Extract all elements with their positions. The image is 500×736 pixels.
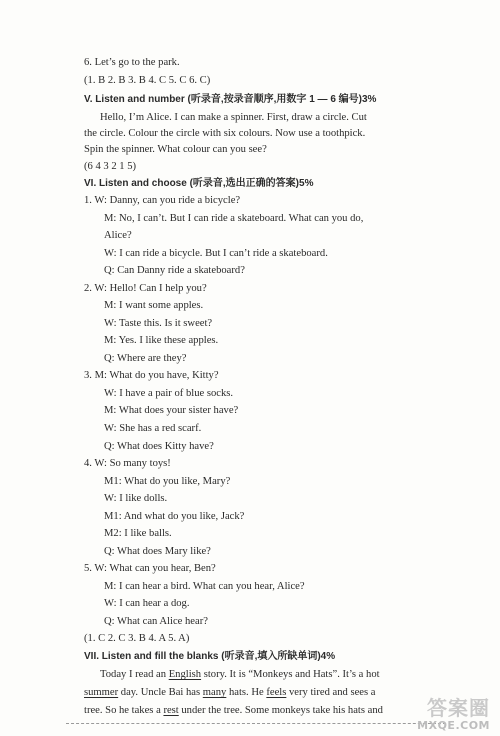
text-line: M: No, I can’t. But I can ride a skateboard. What can you do, (104, 213, 364, 224)
text-line: W: Taste this. Is it sweet? (104, 318, 213, 329)
answer-line: (1. C 2. C 3. B 4. A 5. A) (84, 633, 190, 644)
watermark-text: 答案圈 (427, 696, 490, 720)
text-line: 1. W: Danny, can you ride a bicycle? (84, 195, 241, 206)
filled-blank: rest (163, 705, 179, 716)
section-heading: VI. Listen and choose (听录音,选出正确的答案)5% (84, 178, 314, 189)
watermark-logo (398, 692, 494, 732)
text-line: W: She has a red scarf. (104, 423, 202, 434)
text-line: M1: What do you like, Mary? (104, 476, 231, 487)
text-line: Q: What can Alice hear? (104, 616, 208, 627)
text-span: under the tree. Some monkeys take his hats and (178, 705, 383, 716)
answer-line: (1. B 2. B 3. B 4. C 5. C 6. C) (84, 75, 211, 86)
paragraph-line (100, 668, 380, 682)
text-line: 2. W: Hello! Can I help you? (84, 283, 207, 294)
text-line: M: What does your sister have? (104, 405, 239, 416)
text-line: W: I can hear a dog. (104, 598, 190, 609)
filled-blank: English (168, 669, 202, 680)
text-line: Spin the spinner. What colour can you see? (84, 144, 267, 155)
paragraph-line (84, 686, 375, 700)
text-line: 3. M: What do you have, Kitty? (84, 370, 219, 381)
text-line: Alice? (104, 230, 132, 241)
text-span: Today I read an (100, 669, 169, 680)
text-line: 5. W: What can you hear, Ben? (84, 563, 216, 574)
text-line: Q: What does Mary like? (104, 546, 211, 557)
text-span: story. It is “Monkeys and Hats”. It’s a hot (201, 669, 380, 680)
section-heading: V. Listen and number (听录音,按录音顺序,用数字 1 — 6 编号)3% (84, 94, 377, 105)
filled-blank: many (202, 687, 227, 698)
filled-blank: summer (84, 687, 119, 698)
text-line: M: Yes. I like these apples. (104, 335, 219, 346)
text-line: 4. W: So many toys! (84, 458, 171, 469)
text-span: tree. So he takes a (84, 705, 164, 716)
text-span: very tired and sees a (286, 687, 376, 698)
text-line: 6. Let’s go to the park. (84, 57, 180, 68)
text-line: the circle. Colour the circle with six colours. Now use a toothpick. (84, 128, 366, 139)
text-line: W: I can ride a bicycle. But I can’t ride a skateboard. (104, 248, 328, 259)
footer-divider (66, 723, 446, 724)
paragraph-line (84, 704, 383, 718)
text-span: hats. He (226, 687, 267, 698)
text-line: M1: And what do you like, Jack? (104, 511, 245, 522)
filled-blank: feels (266, 687, 287, 698)
text-line: W: I like dolls. (104, 493, 168, 504)
text-line: Q: Can Danny ride a skateboard? (104, 265, 245, 276)
text-line: Q: Where are they? (104, 353, 187, 364)
text-line: W: I have a pair of blue socks. (104, 388, 234, 399)
text-span: day. Uncle Bai has (118, 687, 203, 698)
text-line: M: I want some apples. (104, 300, 204, 311)
section-heading: VII. Listen and fill the blanks (听录音,填入所缺单词)4% (84, 651, 336, 662)
text-line: M2: I like balls. (104, 528, 172, 539)
answer-line: (6 4 3 2 1 5) (84, 161, 137, 172)
text-line: Q: What does Kitty have? (104, 441, 214, 452)
text-line: M: I can hear a bird. What can you hear, Alice? (104, 581, 305, 592)
text-line: Hello, I’m Alice. I can make a spinner. First, draw a circle. Cut (100, 112, 367, 123)
watermark-url: MXQE.COM (417, 719, 490, 732)
